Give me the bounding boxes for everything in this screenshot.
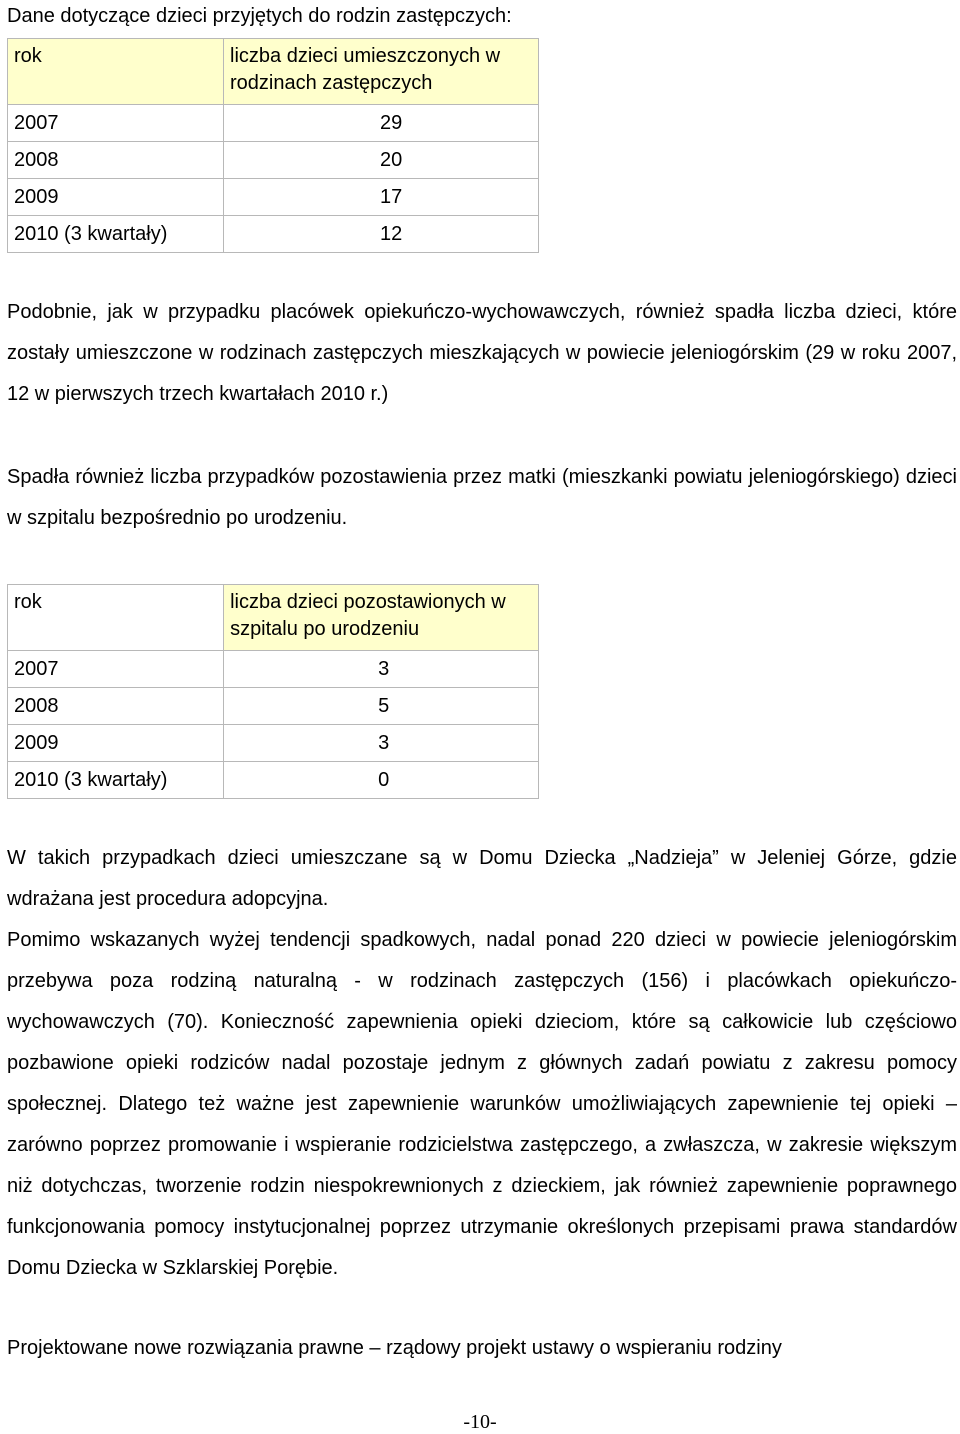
table-cell-value: 3 xyxy=(224,651,539,688)
table-cell-year: 2009 xyxy=(8,725,224,762)
paragraph-foster-decline: Podobnie, jak w przypadku placówek opiekuńczo-wychowawczych, również spadła liczba dzieci, które zostały umieszczone w rodzinach zastępczych mieszkających w powiecie jeleniogórskim (29 w roku 2007, 12 w pierwszych trzech kwartałach 2010 r.) xyxy=(7,301,957,405)
table-row xyxy=(8,651,539,688)
table-cell-value: 5 xyxy=(224,688,539,725)
table-header-year: rok xyxy=(8,39,224,105)
paragraph-adoption: W takich przypadkach dzieci umieszczane są w Domu Dziecka „Nadzieja” w Jeleniej Górze, gdzie wdrażana jest procedura adopcyjna. xyxy=(7,847,957,910)
table-header-value: liczba dzieci umieszczonych w rodzinach zastępczych xyxy=(224,39,539,105)
table-cell-value: 20 xyxy=(224,142,539,179)
table-cell-year: 2008 xyxy=(8,688,224,725)
table-cell-year: 2010 (3 kwartały) xyxy=(8,216,224,253)
table-cell-year: 2008 xyxy=(8,142,224,179)
hospital-left-children-table xyxy=(7,584,539,799)
table-cell-value: 0 xyxy=(224,762,539,799)
table-header-value: liczba dzieci pozostawionych w szpitalu po urodzeniu xyxy=(224,585,539,651)
table-cell-year: 2010 (3 kwartały) xyxy=(8,762,224,799)
table-row xyxy=(8,105,539,142)
table-row xyxy=(8,142,539,179)
table-row xyxy=(8,216,539,253)
table-cell-value: 3 xyxy=(224,725,539,762)
paragraph-hospital-decline: Spadła również liczba przypadków pozostawienia przez matki (mieszkanki powiatu jeleniogórskiego) dzieci w szpitalu bezpośrednio po urodzeniu. xyxy=(7,466,957,529)
table-cell-value: 12 xyxy=(224,216,539,253)
table-cell-value: 17 xyxy=(224,179,539,216)
page-number: -10- xyxy=(463,1411,497,1433)
paragraph-care-tasks: Pomimo wskazanych wyżej tendencji spadkowych, nadal ponad 220 dzieci w powiecie jeleniogórskim przebywa poza rodziną naturalną - w rodzinach zastępczych (156) i placówkach opiekuńczo-wychowawczych (70). Konieczność zapewnienia opieki dzieciom, które są całkowicie lub częściowo pozbawione opieki rodziców nadal pozostaje jednym z głównych zadań powiatu z zakresu pomocy społecznej. Dlatego też ważne jest zapewnienie warunków umożliwiających zapewnienie tej opieki – zarówno poprzez promowanie i wspieranie rodzicielstwa zastępczego, a zwłaszcza, w zakresie większym niż dotychczas, tworzenie rodzin niespokrewnionych z dzieckiem, jak również zapewnienie poprawnego funkcjonowania pomocy instytucjonalnej poprzez utrzymanie określonych przepisami prawa standardów Domu Dziecka w Szklarskiej Porębie. xyxy=(7,929,957,1279)
table-header-row xyxy=(8,585,539,651)
table-row xyxy=(8,762,539,799)
table-cell-year: 2007 xyxy=(8,105,224,142)
table-header-row xyxy=(8,39,539,105)
table-row xyxy=(8,688,539,725)
table-cell-year: 2009 xyxy=(8,179,224,216)
table-cell-value: 29 xyxy=(224,105,539,142)
table-header-year: rok xyxy=(8,585,224,651)
table-row xyxy=(8,725,539,762)
table-row xyxy=(8,179,539,216)
table1-intro: Dane dotyczące dzieci przyjętych do rodzin zastępczych: xyxy=(7,5,512,27)
table-cell-year: 2007 xyxy=(8,651,224,688)
paragraph-new-legislation: Projektowane nowe rozwiązania prawne – rządowy projekt ustawy o wspieraniu rodziny xyxy=(7,1337,782,1359)
foster-family-children-table xyxy=(7,38,539,253)
